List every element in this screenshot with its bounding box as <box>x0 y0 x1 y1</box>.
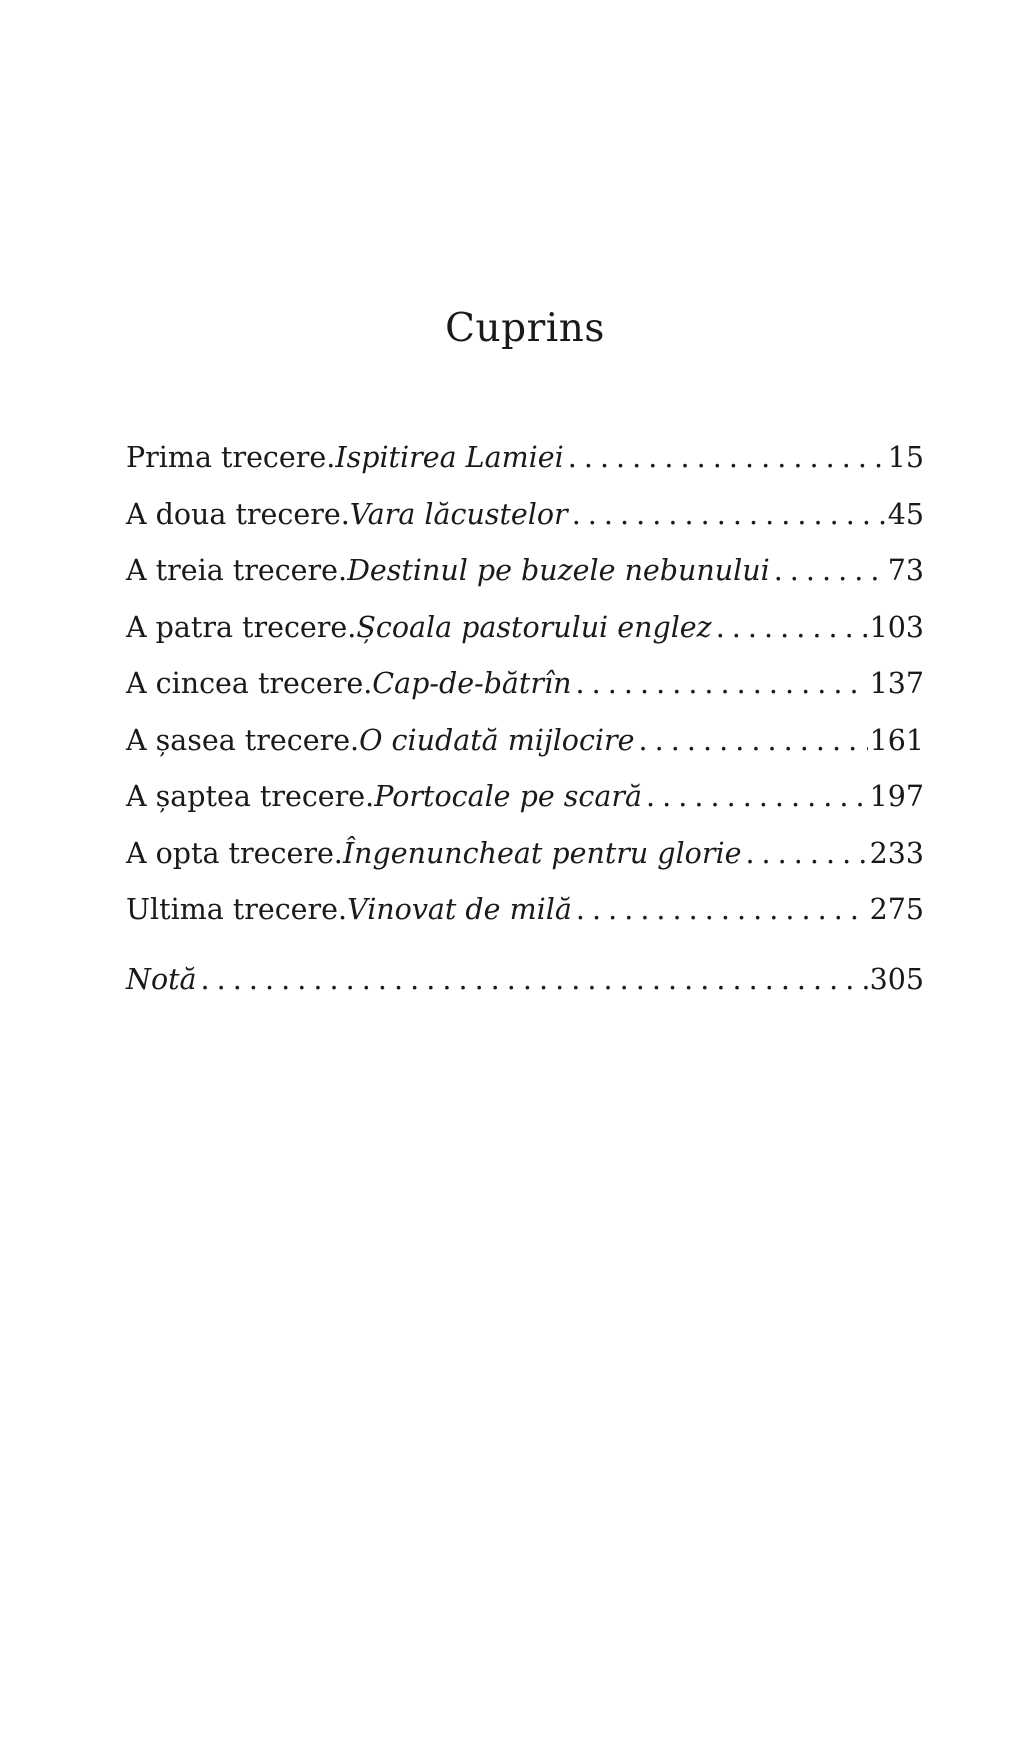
toc-entry <box>126 667 924 727</box>
dot-leader <box>716 614 868 643</box>
entry-page-number: 305 <box>869 962 924 996</box>
toc-entry <box>126 554 924 614</box>
toc-entry <box>126 497 924 558</box>
toc-entry <box>126 441 924 501</box>
entry-prefix: A șaptea trecere. <box>126 780 375 813</box>
entry-page-number: 103 <box>869 610 924 644</box>
entry-prefix: A treia trecere. <box>126 554 348 587</box>
entry-page-number: 73 <box>887 554 924 587</box>
table-of-contents <box>126 441 924 1022</box>
toc-entry <box>126 780 924 840</box>
toc-entry <box>126 836 924 897</box>
dot-leader <box>576 896 868 925</box>
dot-leader <box>572 501 886 530</box>
toc-entry <box>126 723 924 784</box>
entry-title: Destinul pe buzele nebunului <box>347 554 770 587</box>
entry-prefix: A patra trecere. <box>126 610 357 644</box>
toc-entry <box>126 893 924 953</box>
entry-page-number: 275 <box>869 893 924 926</box>
entry-title: Notă <box>126 962 197 996</box>
entry-page-number: 15 <box>887 441 924 474</box>
dot-leader <box>745 840 867 869</box>
entry-title: Vara lăcustelor <box>349 497 568 531</box>
page-title: Cuprins <box>445 306 605 351</box>
dot-leader <box>646 783 868 812</box>
dot-leader <box>639 727 868 756</box>
entry-prefix: Prima trecere. <box>126 441 336 474</box>
entry-title: Școala pastorului englez <box>356 610 712 644</box>
entry-title: Vinovat de milă <box>347 893 572 926</box>
dot-leader <box>568 444 886 473</box>
entry-prefix: Ultima trecere. <box>126 893 348 926</box>
entry-page-number: 233 <box>869 836 924 870</box>
dot-leader <box>201 966 868 995</box>
entry-prefix: A doua trecere. <box>126 497 350 531</box>
entry-prefix: A șasea trecere. <box>126 723 360 757</box>
dot-leader <box>774 557 886 586</box>
entry-title: O ciudată mijlocire <box>359 723 635 757</box>
entry-page-number: 45 <box>887 497 924 531</box>
toc-entry-note <box>126 962 924 1023</box>
entry-title: Cap-de-bătrîn <box>372 667 572 700</box>
entry-page-number: 161 <box>869 723 924 757</box>
entry-title: Ispitirea Lamiei <box>335 441 564 474</box>
dot-leader <box>575 670 867 699</box>
entry-page-number: 137 <box>869 667 924 700</box>
entry-title: Îngenuncheat pentru glorie <box>342 836 742 870</box>
entry-page-number: 197 <box>869 780 924 813</box>
entry-prefix: A cincea trecere. <box>126 667 373 700</box>
entry-title: Portocale pe scară <box>374 780 642 813</box>
toc-entry <box>126 610 924 671</box>
entry-prefix: A opta trecere. <box>126 836 343 870</box>
